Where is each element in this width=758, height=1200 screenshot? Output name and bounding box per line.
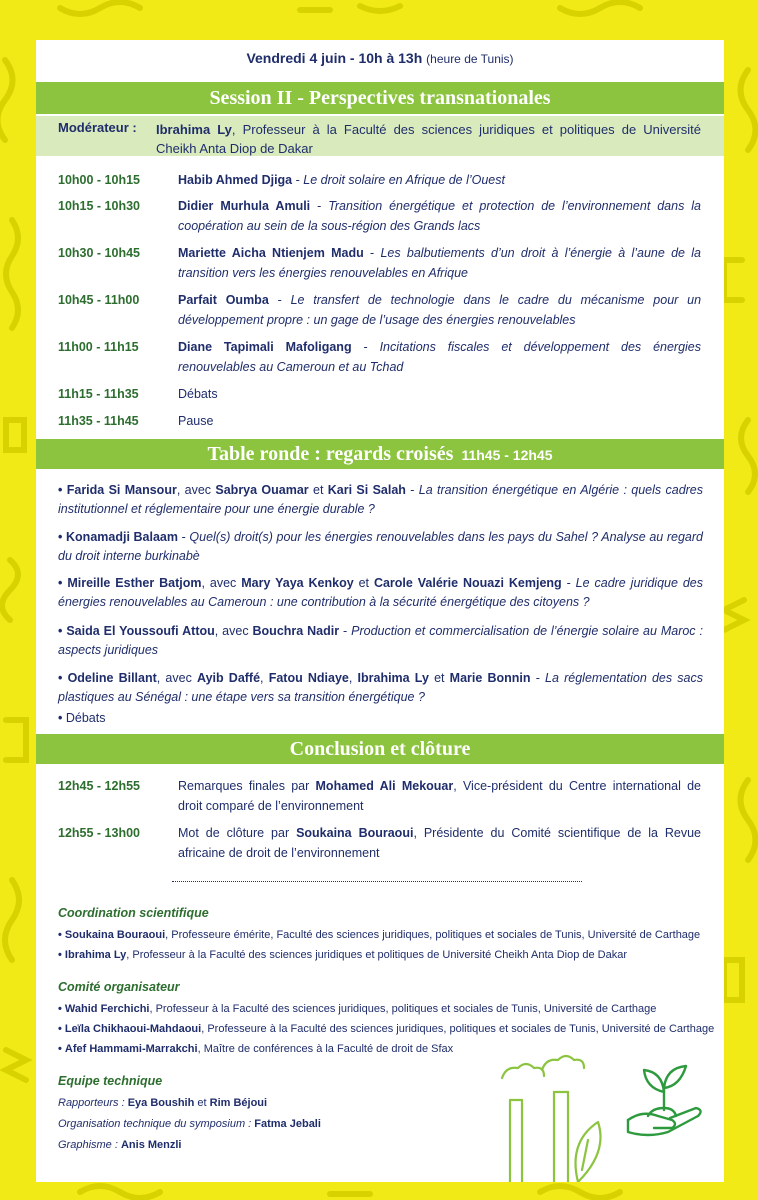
schedule-time: 12h45 - 12h55 — [58, 779, 140, 793]
person-name: Ibrahima Ly — [64, 949, 127, 961]
schedule-desc — [178, 243, 701, 283]
speaker-name: Ibrahima Ly — [357, 671, 429, 685]
comite-heading: Comité organisateur — [58, 980, 180, 994]
speaker-name: Carole Valérie Nouazi Kemjeng — [373, 576, 562, 590]
connector: , avec — [176, 483, 216, 497]
bullet-dot: • — [58, 929, 62, 941]
connector: , avec — [156, 671, 197, 685]
schedule-time: 10h15 - 10h30 — [58, 199, 140, 213]
separator: - — [268, 293, 291, 307]
bullet-dot: • — [58, 576, 63, 590]
talk-title: Transition énergétique et protection de l’environnement dans la coopération au sein de la sous-région des Grands lacs — [178, 199, 701, 233]
speaker-name: Habib Ahmed Djiga — [178, 173, 293, 187]
roundtable-title-band — [36, 439, 724, 469]
schedule-time: 10h00 - 10h15 — [58, 173, 140, 187]
speaker-name: Saida El Youssoufi Attou — [66, 624, 215, 638]
schedule-desc — [178, 337, 701, 377]
person-desc: , Professeure à la Faculté des sciences juridiques, politiques et sociales de Tunis, Université de Carthage — [201, 1023, 715, 1035]
connector: - — [178, 530, 190, 544]
bullet-dot: • — [58, 483, 63, 497]
timezone-text: (heure de Tunis) — [426, 52, 514, 66]
plain-item: Pause — [178, 414, 214, 428]
conclusion-title: Conclusion et clôture — [289, 738, 471, 760]
speaker-name: Mohamed Ali Mekouar — [315, 779, 454, 793]
speaker-name: Sabrya Ouamar — [215, 483, 309, 497]
moderator-label: Modérateur : — [58, 120, 137, 135]
equipe-heading: Equipe technique — [58, 1074, 163, 1088]
connector: et — [428, 671, 450, 685]
talk-title: Le droit solaire en Afrique de l’Ouest — [303, 173, 505, 187]
person-desc: , Professeur à la Faculté des sciences juridiques et politiques de Université Cheikh Anta Diop de Dakar — [126, 949, 628, 961]
speaker-name: Mireille Esther Batjom — [67, 576, 202, 590]
moderator-desc: , Professeur à la Faculté des sciences juridiques et politiques de Université Cheikh Anta Diop de Dakar — [156, 122, 702, 156]
person-name: Rim Béjoui — [209, 1097, 268, 1109]
connector: , — [260, 671, 269, 685]
schedule-time: 12h55 - 13h00 — [58, 826, 140, 840]
roundtable-item — [58, 669, 703, 707]
connector: - — [405, 483, 419, 497]
person-name: Leïla Chikhaoui-Mahdaoui — [64, 1023, 202, 1035]
roundtable-title: Table ronde : regards croisés — [207, 443, 454, 465]
program-panel — [36, 40, 724, 1182]
bullet-dot: • — [58, 1043, 62, 1055]
session-title: Session II - Perspectives transnationales — [209, 87, 551, 109]
desc-suffix: , Vice-président du Centre international de droit comparé de l’environnement — [178, 779, 701, 813]
desc-suffix: , Présidente du Comité scientifique de la Revue africaine de droit de l’environnement — [178, 826, 702, 860]
speaker-name: Soukaina Bouraoui — [296, 826, 414, 840]
dotted-divider — [172, 881, 582, 882]
person-name: Anis Menzli — [120, 1139, 182, 1151]
role-label: Rapporteurs : — [58, 1097, 128, 1109]
coordination-heading: Coordination scientifique — [58, 906, 209, 920]
credit-line — [58, 948, 718, 962]
connector: et — [308, 483, 328, 497]
speaker-name: Konamadji Balaam — [66, 530, 178, 544]
connector: , avec — [214, 624, 253, 638]
connector: - — [561, 576, 576, 590]
bullet-dot: • — [58, 671, 63, 685]
separator: - — [310, 199, 329, 213]
talk-title: Incitations fiscales et développement des énergies renouvelables au Cameroun et au Tchad — [178, 340, 702, 374]
person-name: Soukaina Bouraoui — [64, 929, 166, 941]
credit-line — [58, 928, 718, 942]
credit-line — [58, 1022, 718, 1036]
role-label: Organisation technique du symposium : — [58, 1118, 255, 1130]
connector: et — [353, 576, 374, 590]
speaker-name: Diane Tapimali Mafoligang — [178, 340, 352, 354]
speaker-name: Odeline Billant — [67, 671, 157, 685]
desc-prefix: Mot de clôture par — [178, 826, 297, 840]
speaker-name: Marie Bonnin — [449, 671, 531, 685]
talk-title: Le cadre juridique des énergies renouvelables au Cameroun : une contribution à la sécurité énergétique des citoyens ? — [58, 576, 704, 609]
roundtable-item — [58, 528, 703, 566]
roundtable-item — [58, 622, 703, 660]
talk-title: La réglementation des sacs plastiques au Sénégal : une étape vers sa transition énergétique ? — [58, 671, 703, 704]
role-label: Graphisme : — [58, 1139, 121, 1151]
speaker-name: Mary Yaya Kenkoy — [241, 576, 354, 590]
speaker-name: Kari Si Salah — [327, 483, 406, 497]
speaker-name: Parfait Oumba — [178, 293, 269, 307]
session-title-band — [36, 82, 724, 114]
separator: - — [351, 340, 380, 354]
roundtable-item — [58, 481, 703, 519]
date-text: Vendredi 4 juin - 10h à 13h — [246, 50, 423, 66]
speaker-name: Ayib Daffé — [197, 671, 261, 685]
connector: , — [348, 671, 358, 685]
schedule-time: 11h35 - 11h45 — [58, 414, 139, 428]
talk-title: Les balbutiements d’un droit à l’énergie à l’aune de la transition vers les énergies renouvelables en Afrique — [178, 246, 701, 280]
credit-line — [58, 1002, 718, 1016]
roundtable-item — [58, 709, 703, 728]
schedule-desc — [178, 776, 701, 816]
moderator-box — [36, 116, 724, 156]
conclusion-title-band — [36, 734, 724, 764]
schedule-desc — [178, 411, 701, 431]
schedule-desc — [178, 196, 701, 236]
connector: - — [339, 624, 352, 638]
person-name: Wahid Ferchichi — [64, 1003, 150, 1015]
bullet-dot: • — [58, 624, 63, 638]
schedule-time: 10h30 - 10h45 — [58, 246, 140, 260]
schedule-desc — [178, 290, 701, 330]
schedule-time: 11h00 - 11h15 — [58, 340, 139, 354]
separator: - — [292, 173, 304, 187]
speaker-name: Bouchra Nadir — [252, 624, 340, 638]
plain-item: Débats — [178, 387, 218, 401]
person-name: Fatma Jebali — [254, 1118, 321, 1130]
bullet-dot: • — [58, 1023, 62, 1035]
schedule-desc — [178, 384, 701, 404]
talk-title: Quel(s) droit(s) pour les énergies renouvelables dans les pays du Sahel ? Analyse au regard du droit interne burkinabè — [58, 530, 703, 563]
person-desc: , Professeur à la Faculté des sciences juridiques, politiques et sociales de Tunis, Université de Carthage — [149, 1003, 657, 1015]
plant-hand-icon — [622, 1058, 708, 1138]
person-name: Eya Boushih — [127, 1097, 195, 1109]
speaker-name: Didier Murhula Amuli — [178, 199, 311, 213]
person-name: Afef Hammami-Marrakchi — [64, 1043, 198, 1055]
program-date — [36, 50, 724, 66]
person-desc: , Maître de conférences à la Faculté de droit de Sfax — [197, 1043, 454, 1055]
talk-title: Production et commercialisation de l’énergie solaire au Maroc : aspects juridiques — [58, 624, 703, 657]
talk-title: La transition énergétique en Algérie : quels cadres institutionnel et réglementaire pour une énergie durable ? — [58, 483, 704, 516]
desc-prefix: Remarques finales par — [178, 779, 316, 793]
bullet-dot: • — [58, 530, 63, 544]
schedule-time: 11h15 - 11h35 — [58, 387, 139, 401]
moderator-name: Ibrahima Ly — [156, 122, 232, 137]
connector: et — [194, 1097, 210, 1109]
plain-item: Débats — [65, 711, 106, 725]
roundtable-item — [58, 574, 703, 612]
schedule-desc — [178, 170, 701, 190]
speaker-name: Fatou Ndiaye — [268, 671, 349, 685]
connector: - — [530, 671, 546, 685]
talk-title: Le transfert de technologie dans le cadre du mécanisme pour un développement propre : un gage de l’usage des énergies renouvelables — [178, 293, 702, 327]
speaker-name: Farida Si Mansour — [66, 483, 177, 497]
roundtable-time: 11h45 - 12h45 — [461, 447, 553, 463]
bullet-dot: • — [58, 711, 63, 725]
bullet-dot: • — [58, 949, 62, 961]
moderator-text — [156, 120, 701, 158]
person-desc: , Professeure émérite, Faculté des sciences juridiques, politiques et sociales de Tunis, Université de Carthage — [165, 929, 701, 941]
separator: - — [363, 246, 381, 260]
speaker-name: Mariette Aicha Ntienjem Madu — [178, 246, 364, 260]
connector: , avec — [201, 576, 242, 590]
factory-leaf-icon — [492, 1040, 622, 1182]
bullet-dot: • — [58, 1003, 62, 1015]
schedule-time: 10h45 - 11h00 — [58, 293, 140, 307]
schedule-desc — [178, 823, 701, 863]
